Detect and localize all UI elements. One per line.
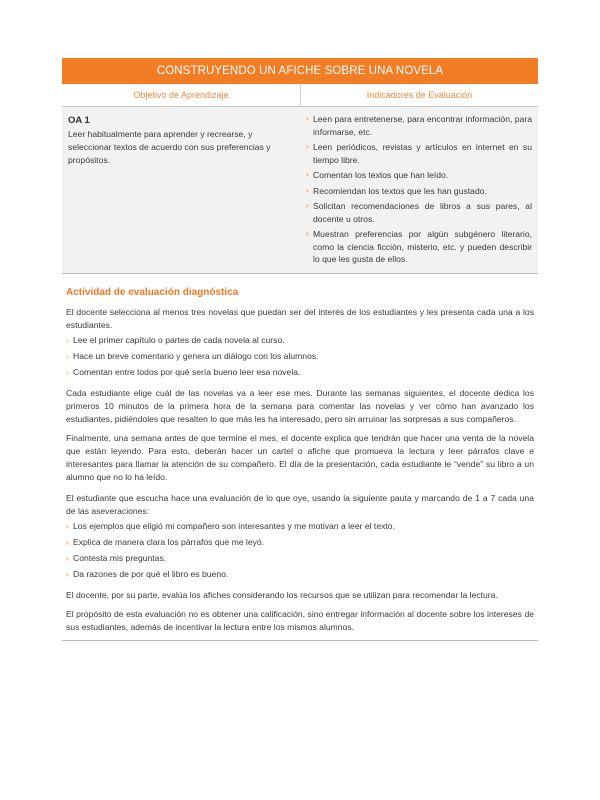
page-title: CONSTRUYENDO UN AFICHE SOBRE UNA NOVELA (156, 65, 444, 77)
table-body (62, 107, 538, 274)
activity-section (62, 287, 538, 634)
activity-paragraph: El docente, por su parte, evalúa los afiches considerando los recursos que se utilizan para recomendar la lectura. (66, 589, 498, 600)
indicator-item: › Comentan los textos que han leído. (306, 169, 532, 182)
criteria-item: › Da razones de por qué el libro es bueno. (66, 568, 534, 581)
column-header-indicators: Indicadores de Evaluación (366, 90, 473, 100)
criteria-item: › Contesta mis preguntas. (66, 552, 534, 565)
activity-step: › Hace un breve comentario y genera un diálogo con los alumnos. (66, 350, 534, 363)
indicator-item: › Leen periódicos, revistas y artículos en internet en su tiempo libre. (306, 141, 532, 166)
objective-cell (62, 113, 300, 269)
indicator-item: › Recomiendan los textos que les han gustado. (306, 185, 532, 198)
activity-paragraph: El propósito de esta evaluación no es obtener una calificación, sino entregar información al docente sobre los intereses de sus estudiantes, además de incentivar la lectura entre los mismos alumnos. (66, 608, 534, 632)
activity-title: Actividad de evaluación diagnóstica (66, 286, 239, 298)
indicators-list (306, 113, 532, 266)
bottom-divider (62, 640, 538, 641)
activity-paragraph: El estudiante que escucha hace una evaluación de lo que oye, usando la siguiente pauta y marcando de 1 a 7 cada una de las aseveraciones: (66, 492, 534, 516)
activity-intro: El docente selecciona al menos tres novelas que puedan ser del interés de los estudiantes y les presenta cada una a los estudiantes. (66, 306, 534, 330)
indicator-item: › Muestran preferencias por algún subgénero literario, como la ciencia ficción, misterio, etc. y pueden describir lo que les gusta de ellos. (306, 228, 532, 266)
evaluation-page (62, 58, 538, 641)
table-header (62, 84, 538, 107)
activity-step: › Lee el primer capítulo o partes de cada novela al curso. (66, 334, 534, 347)
indicators-cell (300, 113, 538, 269)
activity-paragraph: Finalmente, una semana antes de que termine el mes, el docente explica que tendrán que hacer una venta de la novela que están leyendo. Para esto, deberán hacer un cartel o afiche que promueva la lectura y leer párrafos clave e interesantes para llamar la atención de su compañero. El día de la presentación, cada estudiante le “vende” su libro a un alumno que no lo ha leído. (66, 432, 534, 482)
indicator-item: › Solicitan recomendaciones de libros a sus pares, al docente u otros. (306, 200, 532, 225)
objective-code: OA 1 (68, 115, 90, 126)
indicator-item: › Leen para entretenerse, para encontrar información, para informarse, etc. (306, 113, 532, 138)
criteria-item: › Los ejemplos que eligió mi compañero son interesantes y me motivan a leer el texto. (66, 520, 534, 533)
column-header-objective: Objetivo de Aprendizaje (62, 84, 301, 106)
criteria-list (66, 520, 534, 581)
criteria-item: › Explica de manera clara los párrafos que me leyó. (66, 536, 534, 549)
activity-steps-list (66, 334, 534, 379)
activity-step: › Comentan entre todos por qué sería bueno leer esa novela. (66, 366, 534, 379)
activity-paragraph: Cada estudiante elige cuál de las novelas va a leer ese mes. Durante las semanas siguientes, el docente dedica los primeros 10 minutos de la primera hora de la semana para comentar las novelas y ver cómo han avanzado los estudiantes, pidiéndoles que resalten lo que más les ha interesado, pero sin arruinar las sorpresas a sus compañeros. (66, 387, 534, 424)
page-title-bar (62, 58, 538, 84)
objective-text: Leer habitualmente para aprender y recrearse, y seleccionar textos de acuerdo con sus preferencias y propósitos. (68, 129, 271, 165)
